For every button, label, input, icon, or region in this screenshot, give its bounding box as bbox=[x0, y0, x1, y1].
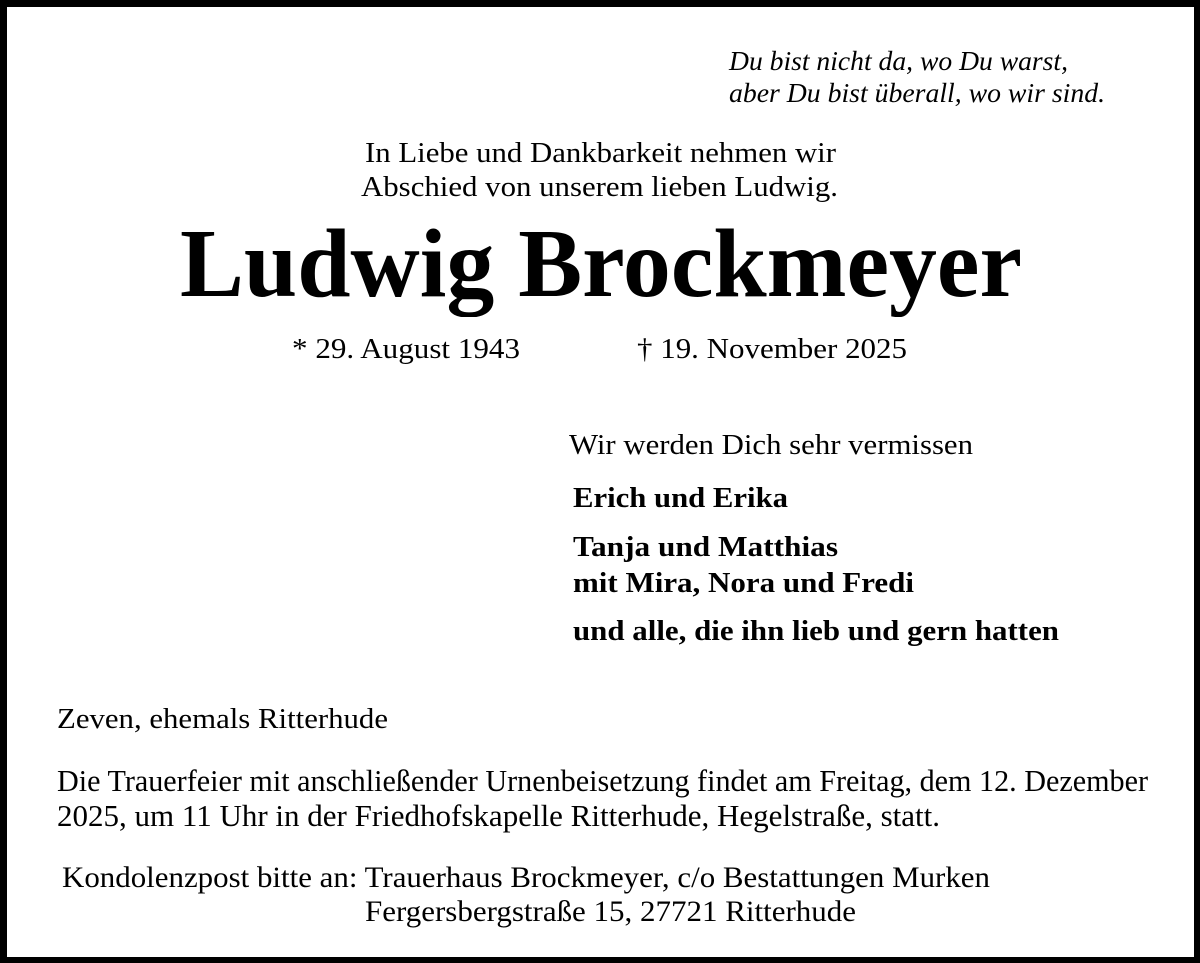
condolence-address: Fergersbergstraße 15, 27721 Ritterhude bbox=[365, 895, 856, 928]
mourner-entry: und alle, die ihn lieb und gern hatten bbox=[573, 616, 1059, 647]
ceremony-line-1: Die Trauerfeier mit anschließender Urnenbeisetzung findet am Freitag, dem 12. Dezember bbox=[57, 763, 1148, 798]
deceased-name: Ludwig Brockmeyer bbox=[180, 210, 1022, 317]
quote-line-1: Du bist nicht da, wo Du warst, bbox=[729, 46, 1068, 76]
location-text: Zeven, ehemals Ritterhude bbox=[57, 704, 388, 735]
intro-line-2: Abschied von unserem lieben Ludwig. bbox=[361, 171, 838, 203]
ceremony-line-2: 2025, um 11 Uhr in der Friedhofskapelle Ritterhude, Hegelstraße, statt. bbox=[57, 798, 940, 833]
birth-date: * 29. August 1943 bbox=[292, 333, 520, 365]
condolence-line-1: Kondolenzpost bitte an: Trauerhaus Brockmeyer, c/o Bestattungen Murken bbox=[62, 861, 990, 894]
mourner-entry: Tanja und Matthias bbox=[573, 532, 838, 563]
mourner-entry: mit Mira, Nora und Fredi bbox=[573, 568, 914, 599]
quote-line-2: aber Du bist überall, wo wir sind. bbox=[729, 78, 1105, 108]
intro-line-1: In Liebe und Dankbarkeit nehmen wir bbox=[365, 137, 836, 169]
mourners-heading: Wir werden Dich sehr vermissen bbox=[569, 430, 973, 461]
mourner-entry: Erich und Erika bbox=[573, 483, 788, 514]
death-date: † 19. November 2025 bbox=[637, 333, 907, 365]
